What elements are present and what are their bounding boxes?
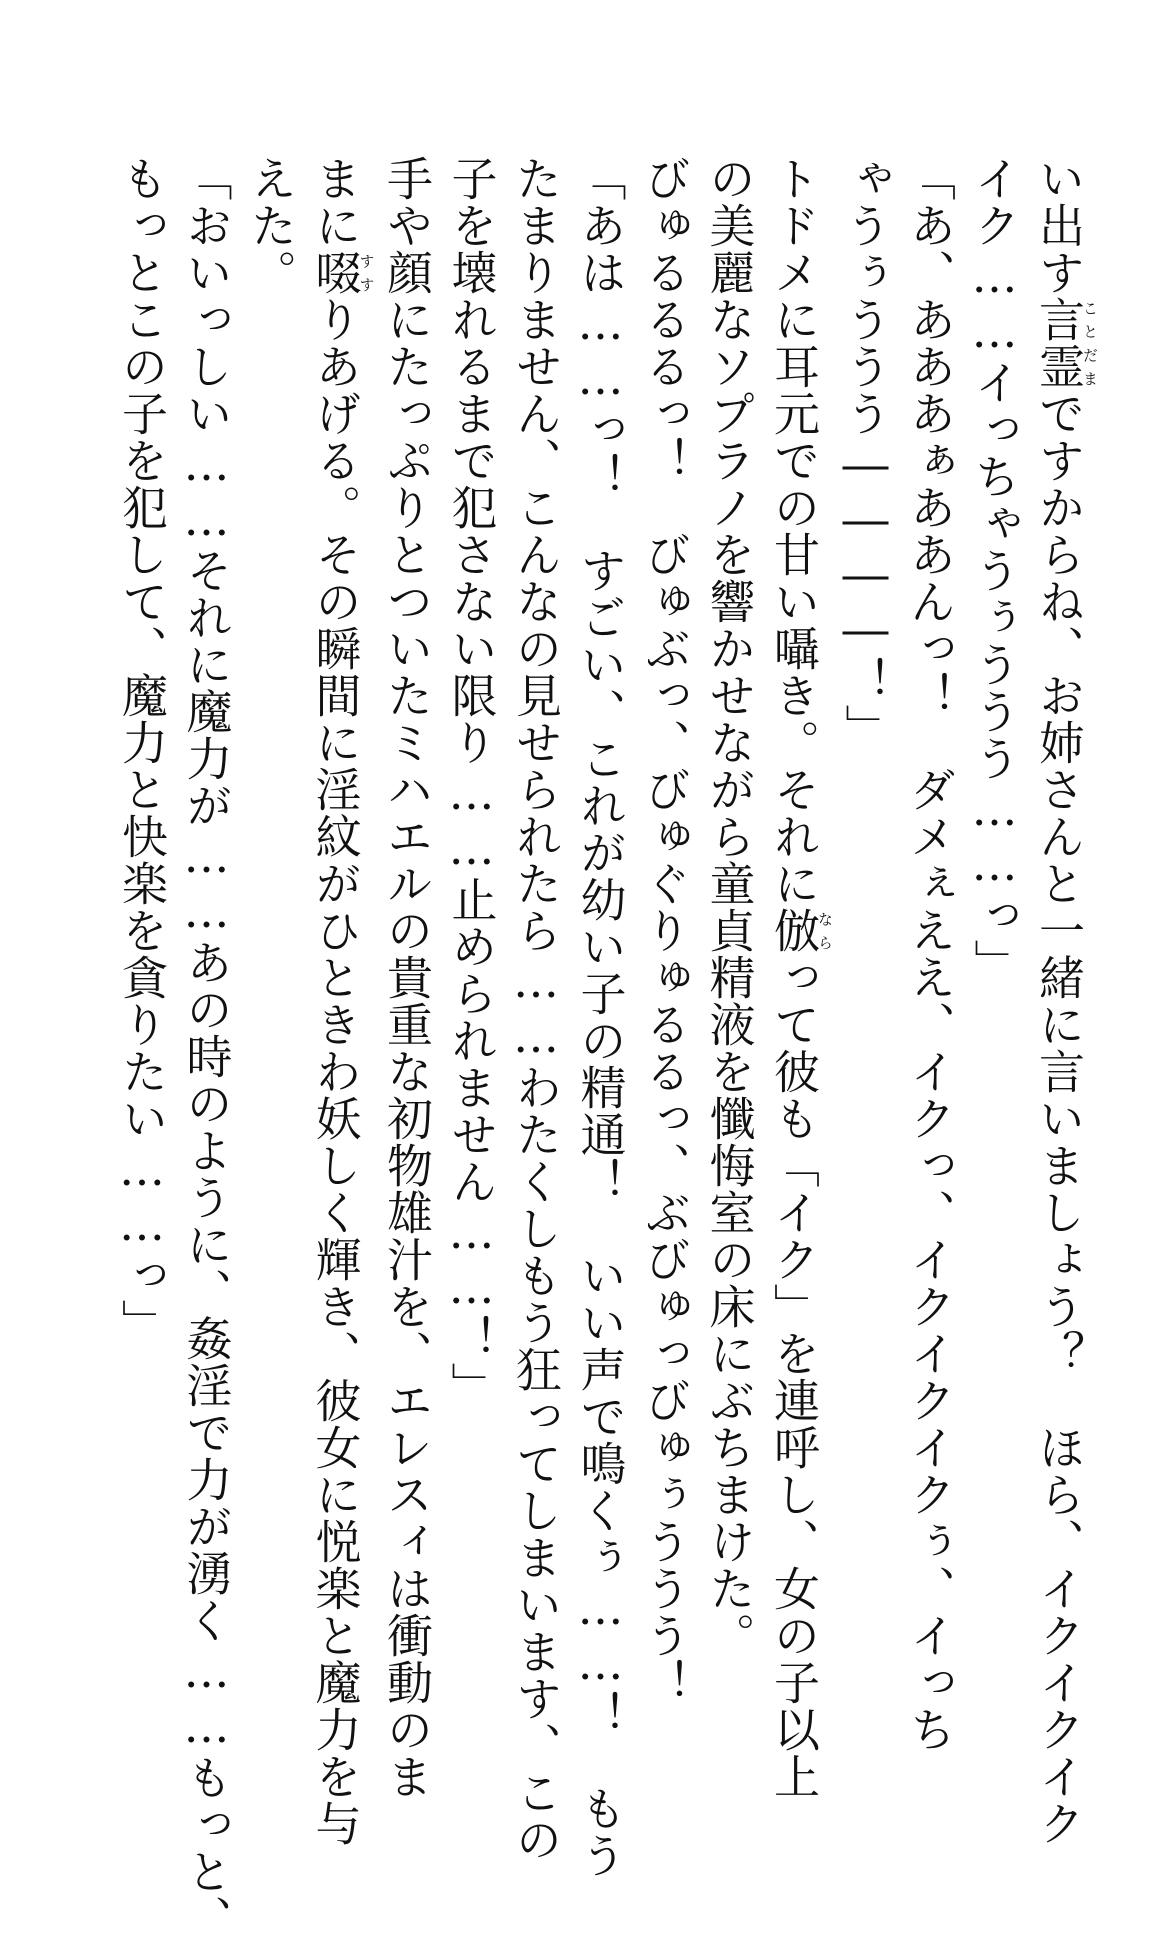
text-line: もっとこの子を犯して、魔力と快楽を貪りたい……っ」 [115,155,169,1346]
text-line: の美麗なソプラノを響かせながら童貞精液を懺悔室の床にぶちまけた。 [702,155,757,1659]
text-line: トドメに耳元での甘い囁き。それに倣ならって彼も「イク」を連呼し、女の子以上 [767,155,834,1800]
ruby-annotation: 啜すす [308,249,376,296]
text-line: 「あは……っ！ すごい、これが幼い子の精通！ いい声で鳴くぅ……！ もう [573,155,628,1879]
text-line: まに啜すすりあげる。その瞬間に淫紋がひときわ妖しく輝き、彼女に悦楽と魔力を与 [308,155,376,1847]
text-line: 「あ、あああぁああんっ！ ダメぇええ、イクっ、イクイクイクぅ、イっち [903,155,957,1753]
vertical-text-body [78,155,1099,1942]
text-line: 手や顔にたっぷりとついたミハエルの貴重な初物雄汁を、エレスィは衝動のま [380,155,434,1800]
text-line: ゃうぅううう――――！」 [838,155,893,751]
text-line: たまりません、こんなの見せられたら……わたくしもう狂ってしまいます、この [509,155,563,1863]
ruby-annotation: 言霊ことだま [1032,296,1099,390]
text-line: イク……イっちゃうぅううう……っ」 [967,155,1022,986]
text-line: びゅるるるっ！ びゅぶっ、びゅぐりゅるるっ、ぶびゅっびゅぅううう！ [638,155,692,1706]
text-line: えた。 [244,155,298,296]
ruby-annotation: 倣なら [767,907,834,954]
text-line: い出す言霊ことだまですからね、お姉さんと一緒に言いましょう？ ほら、イクイクイク [1032,155,1099,1847]
text-line: 「おいっしい……それに魔力が……あの時のように、姦淫で力が湧く……もっと、 [179,155,234,1942]
text-line: 子を壊れるまで犯さない限り……止められません……！」 [444,155,499,1409]
